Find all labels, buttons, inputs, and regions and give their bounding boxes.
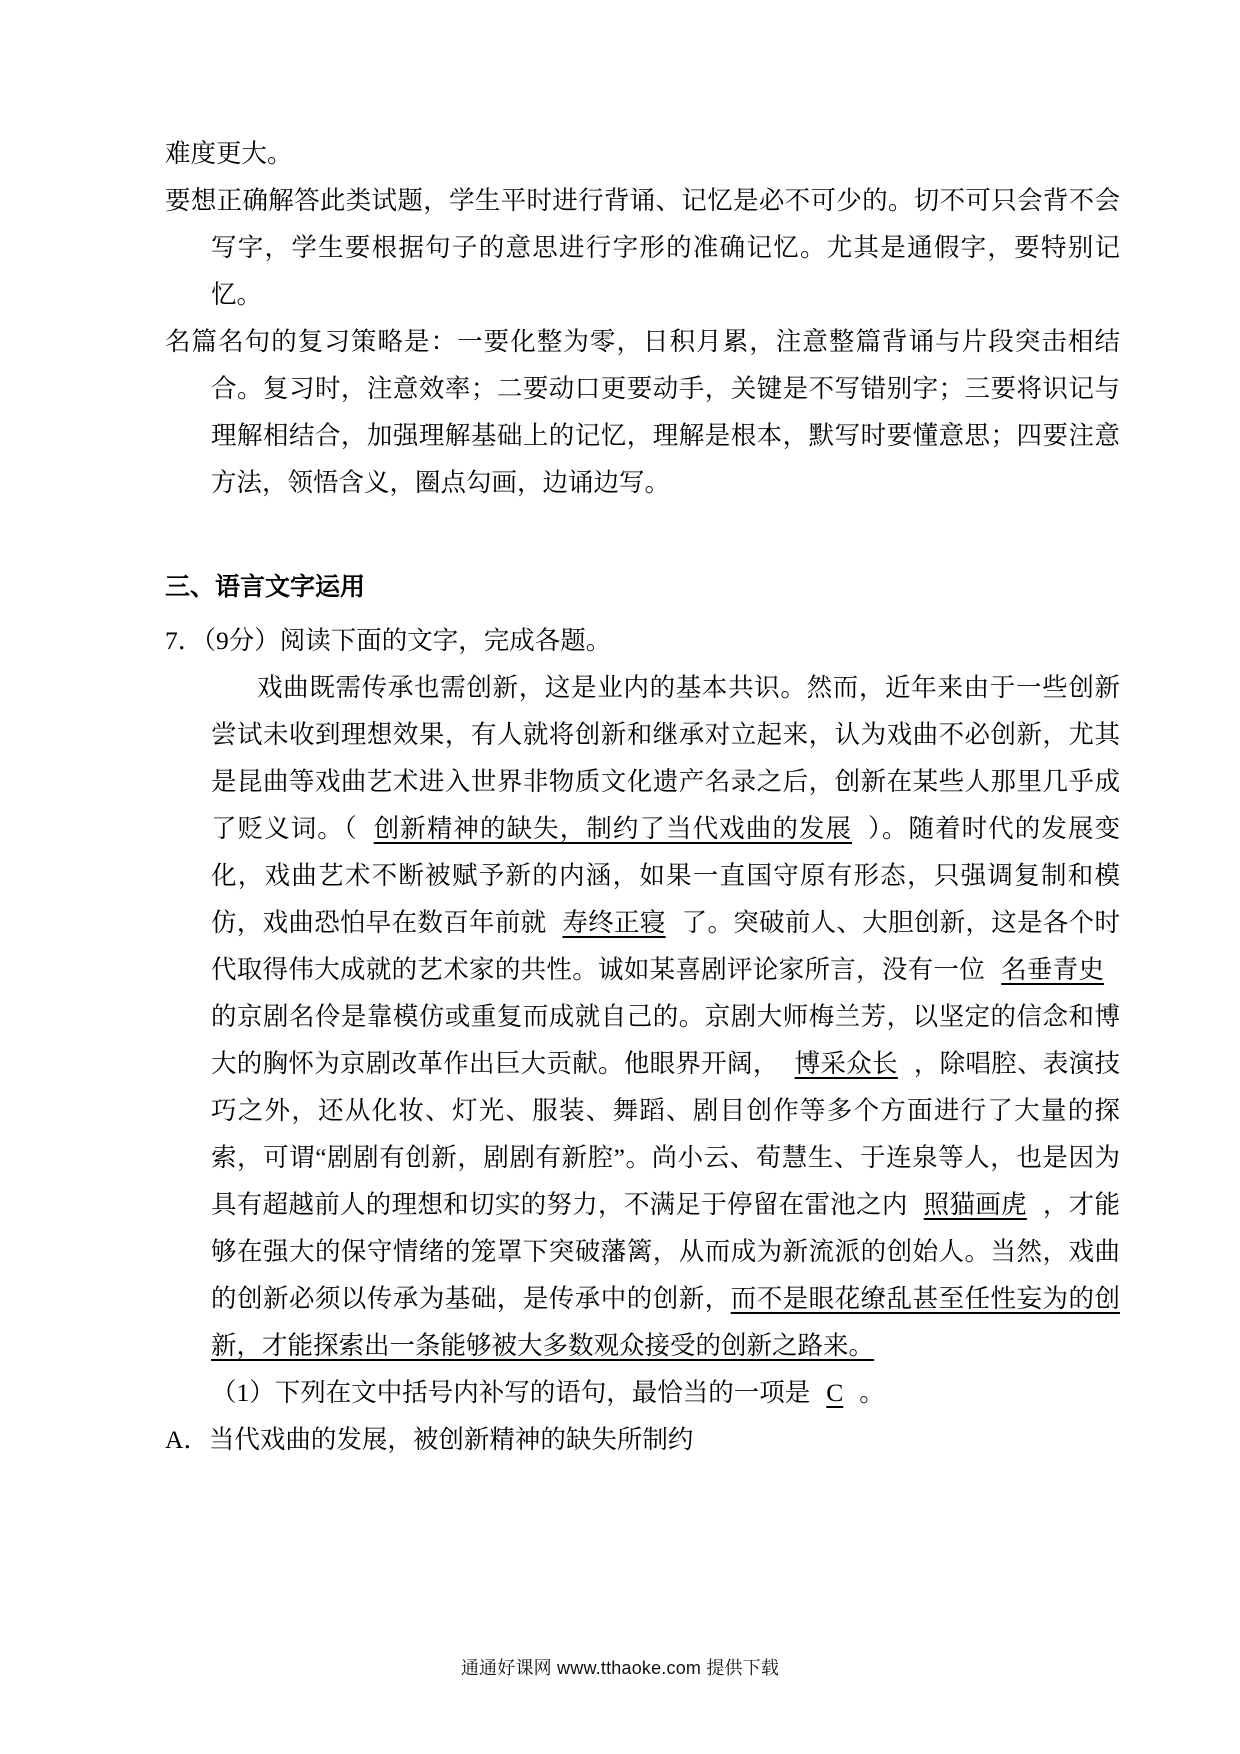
question-7-sub1 bbox=[165, 1369, 1120, 1416]
passage-blank-4: 博采众长 bbox=[794, 1049, 898, 1078]
question-prompt: 阅读下面的文字，完成各题。 bbox=[279, 626, 612, 655]
passage-part-6: 的京剧名伶是靠模仿或重复而成就自己的。京剧大师梅兰芳，以坚定的信念和博大的胸怀为京剧改革作出巨大贡献。他眼界开阔， bbox=[211, 1002, 1120, 1078]
question-7-passage bbox=[165, 664, 1120, 1369]
passage-blank-2: 寿终正寝 bbox=[562, 908, 666, 937]
question-number: 7． bbox=[165, 626, 204, 655]
passage-blank-5: 照猫画虎 bbox=[923, 1190, 1027, 1219]
passage-part-8: ，除唱腔、表演技巧之外，还从化妆、灯光、服装、舞蹈、剧目创作等多个方面进行了大量的探索，可谓“剧剧有创新，剧剧有新腔”。尚小云、荀慧生、于连泉等人，也是因为具有超越前人的理想和切实的努力，不满足于停留在雷池之内 bbox=[211, 1049, 1120, 1219]
passage-part-4: 了。突破前人、大胆创新，这是各个时代取得伟大成就的艺术家的共性。诚如某喜剧评论家所言，没有一位 bbox=[211, 908, 1120, 984]
paragraph-memorize: 要想正确解答此类试题，学生平时进行背诵、记忆是必不可少的。切不可只会背不会写字，学生要根据句子的意思进行字形的准确记忆。尤其是通假字，要特别记忆。 bbox=[165, 186, 1120, 309]
passage-blank-1: 创新精神的缺失，制约了当代戏曲的发展 bbox=[373, 814, 853, 843]
sub1-label: （1）下列在文中括号内补写的语句，最恰当的一项是 bbox=[211, 1378, 811, 1407]
passage-underlined-clause: 而不是眼花缭乱甚至任性妄为的创新，才能探索出一条能够被大多数观众接受的创新之路来。 bbox=[211, 1284, 1120, 1360]
passage-part-2: ）。随着时代的发展变化，戏曲艺术不断被赋予新的内涵，如果一直国守原有形态，只强调复制和模仿，戏曲恐怕早在数百年前就 bbox=[211, 814, 1120, 937]
paragraph-strategy: 名篇名句的复习策略是：一要化整为零，日积月累，注意整篇背诵与片段突击相结合。复习时，注意效率；二要动口更要动手，关键是不写错别字；三要将识记与理解相结合，加强理解基础上的记忆，理解是根本，默写时要懂意思；四要注意方法，领悟含义，圈点勾画，边诵边写。 bbox=[165, 327, 1120, 497]
section-heading: 三、语言文字运用 bbox=[165, 573, 366, 601]
passage-blank-3: 名垂青史 bbox=[1001, 955, 1104, 984]
question-7-header bbox=[165, 617, 1120, 664]
sub1-suffix: 。 bbox=[859, 1378, 885, 1407]
question-score: （9分） bbox=[203, 626, 280, 655]
passage-part-10: ，才能够在强大的保守情绪的笼罩下突破藩篱，从而成为新流派的创始人。当然，戏曲的创新必须以传承为基础，是传承中的创新， bbox=[211, 1190, 1120, 1313]
passage-part-0: 戏曲既需传承也需创新，这是业内的基本共识。然而，近年来由于一些创新尝试未收到理想效果，有人就将创新和继承对立起来，认为戏曲不必创新，尤其是昆曲等戏曲艺术进入世界非物质文化遗产名录之后，创新在某些人那里几乎成了贬义词。（ bbox=[211, 673, 1120, 843]
sub1-answer: C bbox=[826, 1378, 844, 1407]
page-footer: 通通好课网 www.tthaoke.com 提供下载 bbox=[460, 1658, 780, 1678]
paragraph-difficulty: 难度更大。 bbox=[165, 139, 293, 168]
option-a: A．当代戏曲的发展，被创新精神的缺失所制约 bbox=[165, 1425, 694, 1454]
